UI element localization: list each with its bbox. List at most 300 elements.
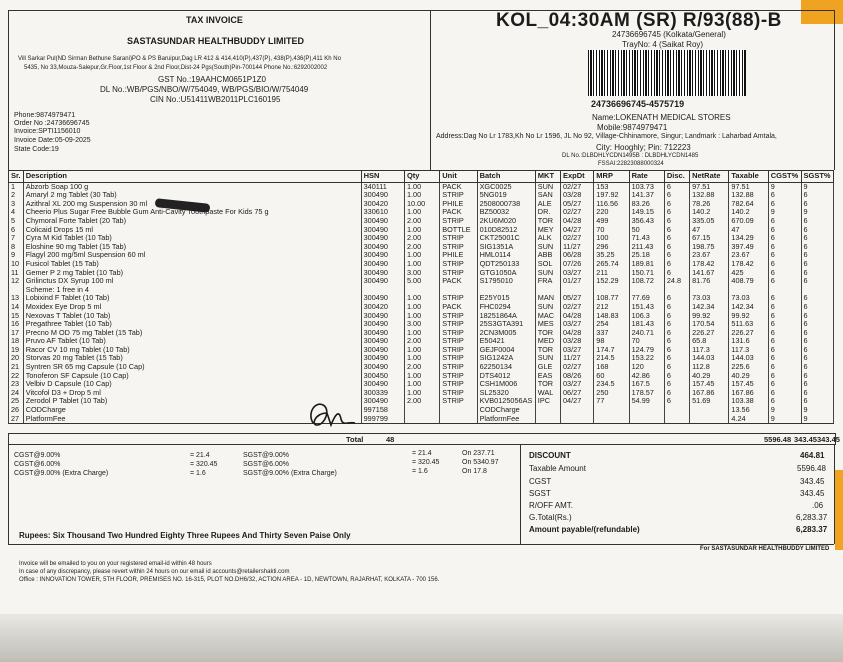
on-6: On 5340.97 (462, 459, 499, 466)
table-cell: 300490 (361, 346, 404, 355)
table-cell: Storvas 20 mg Tablet (15 Tab) (23, 354, 361, 363)
header-divider (430, 10, 431, 170)
table-cell: 6 (664, 182, 689, 191)
table-cell: SIG1242A (477, 354, 535, 363)
table-cell: DR. (535, 208, 560, 217)
table-cell: 21 (9, 363, 24, 372)
table-cell: Flagyl 200 mg/5ml Suspension 60 ml (23, 251, 361, 260)
table-cell: STRIP (440, 260, 477, 269)
table-cell: 1.00 (404, 312, 439, 321)
table-cell: 132.88 (690, 191, 729, 200)
table-cell: 265.74 (594, 260, 629, 269)
col-qty: Qty (404, 171, 439, 183)
table-cell: 6 (801, 372, 833, 381)
table-cell: STRIP (440, 294, 477, 303)
table-cell: Amaryl 2 mg Tablet (30 Tab) (23, 191, 361, 200)
table-cell: STRIP (440, 372, 477, 381)
sgst-extra-value: = 1.6 (412, 468, 428, 475)
table-cell: CKT25001C (477, 234, 535, 243)
table-cell: 73.03 (690, 294, 729, 303)
table-cell: 117.3 (729, 346, 768, 355)
table-cell: 132.88 (729, 191, 768, 200)
cgst-label: CGST (529, 477, 552, 486)
items-body (9, 182, 834, 424)
table-cell: 03/27 (561, 269, 594, 278)
table-cell: 1.00 (404, 260, 439, 269)
table-cell: 112.8 (690, 363, 729, 372)
table-row (9, 415, 834, 424)
col-cgst: CGST% (768, 171, 801, 183)
table-cell: Lobixind F Tablet (10 Tab) (23, 294, 361, 303)
table-cell: 499 (594, 217, 629, 226)
table-cell: 9 (768, 208, 801, 217)
table-cell: 356.43 (629, 217, 664, 226)
table-cell: STRIP (440, 320, 477, 329)
table-cell: 1.00 (404, 182, 439, 191)
table-cell (729, 286, 768, 295)
table-cell: Pregathree Tablet (10 Tab) (23, 320, 361, 329)
table-cell: Cheerio Plus Sugar Free Bubble Gum Anti-Cavity Toothpaste For Kids 75 g (23, 208, 361, 217)
table-cell: 100 (594, 234, 629, 243)
table-cell: 6 (664, 251, 689, 260)
table-cell: 6 (801, 397, 833, 406)
table-cell: 134.29 (729, 234, 768, 243)
table-cell: 211 (594, 269, 629, 278)
table-cell: 97.51 (729, 182, 768, 191)
table-cell: 131.6 (729, 337, 768, 346)
table-cell: PlatformFee (477, 415, 535, 424)
table-cell: 226.27 (729, 329, 768, 338)
table-cell: 181.43 (629, 320, 664, 329)
table-cell: 6 (664, 243, 689, 252)
col-taxable: Taxable (729, 171, 768, 183)
col-rate: Rate (629, 171, 664, 183)
table-cell: 6 (664, 380, 689, 389)
table-row (9, 372, 834, 381)
table-cell: 106.3 (629, 312, 664, 321)
table-row (9, 303, 834, 312)
table-cell: 9 (768, 182, 801, 191)
table-cell: 27 (9, 415, 24, 424)
table-cell: Gemer P 2 mg Tablet (10 Tab) (23, 269, 361, 278)
table-cell: 6 (801, 380, 833, 389)
table-cell: 6 (801, 269, 833, 278)
table-cell: 6 (664, 354, 689, 363)
table-cell: 1.00 (404, 346, 439, 355)
table-cell: 6 (664, 208, 689, 217)
table-cell: CSH1M006 (477, 380, 535, 389)
table-row (9, 191, 834, 200)
table-cell: Grilinctus DX Syrup 100 ml (23, 277, 361, 286)
table-cell: 5 (9, 217, 24, 226)
col-mrp: MRP (594, 171, 629, 183)
table-cell: 6 (801, 312, 833, 321)
table-cell: 6 (768, 191, 801, 200)
table-cell: STRIP (440, 337, 477, 346)
table-cell: 6 (768, 243, 801, 252)
table-row (9, 397, 834, 406)
table-cell: 6 (768, 380, 801, 389)
table-cell: 06/27 (561, 389, 594, 398)
company-name: SASTASUNDAR HEALTHBUDDY LIMITED (127, 36, 304, 46)
barcode-text: 24736696745-4575719 (591, 99, 685, 109)
table-cell: 999799 (361, 415, 404, 424)
table-cell: 6 (768, 397, 801, 406)
table-cell: MAN (535, 294, 560, 303)
table-cell: SUN (535, 182, 560, 191)
col-description: Description (23, 171, 361, 183)
table-cell: 167.86 (690, 389, 729, 398)
table-cell: 300490 (361, 277, 404, 286)
table-cell: 6 (768, 354, 801, 363)
tax-invoice-title: TAX INVOICE (186, 15, 243, 25)
table-cell: 1.00 (404, 389, 439, 398)
table-cell: 6 (768, 217, 801, 226)
table-cell: 6 (801, 226, 833, 235)
table-cell: 1.00 (404, 372, 439, 381)
table-cell: 70 (594, 226, 629, 235)
table-cell (535, 406, 560, 415)
table-cell: 02/27 (561, 363, 594, 372)
company-address-2: 5435, No 33,Mouza-Salepur,Gr.Floor,1st Floor & 2nd Floor,Dist-24 Pgs(South)Pin-700144 Phone No.:6292002002 (24, 65, 328, 71)
table-cell (535, 415, 560, 424)
table-row (9, 363, 834, 372)
table-cell: 300490 (361, 380, 404, 389)
customer-name: Name:LOKENATH MEDICAL STORES (592, 113, 731, 122)
taxable-label: Taxable Amount (529, 464, 586, 473)
table-cell: 6 (768, 294, 801, 303)
gtotal-label: G.Total(Rs.) (529, 513, 572, 522)
table-cell: 103.38 (729, 397, 768, 406)
table-cell: EAS (535, 372, 560, 381)
customer-city: City: Hooghly; Pin: 712223 (596, 143, 691, 152)
col-netrate: NetRate (690, 171, 729, 183)
table-cell: 77 (594, 397, 629, 406)
table-cell: 6 (801, 191, 833, 200)
table-cell: IPC (535, 397, 560, 406)
table-cell: 6 (9, 226, 24, 235)
table-cell: 6 (801, 389, 833, 398)
roff-value: .06 (812, 501, 824, 510)
table-cell: 300339 (361, 389, 404, 398)
table-cell: 142.34 (729, 303, 768, 312)
table-row (9, 337, 834, 346)
table-cell: 97.51 (690, 182, 729, 191)
table-cell (664, 406, 689, 415)
table-cell: 6 (801, 260, 833, 269)
table-cell: 6 (768, 226, 801, 235)
table-cell: 1.00 (404, 226, 439, 235)
table-row (9, 286, 834, 295)
table-cell: 1.00 (404, 251, 439, 260)
signature (305, 395, 365, 435)
table-cell: 157.45 (690, 380, 729, 389)
table-cell: 81.76 (690, 277, 729, 286)
table-cell: ALK (535, 234, 560, 243)
sgst-label: SGST (529, 489, 551, 498)
table-cell: 6 (768, 200, 801, 209)
totals-row (8, 433, 840, 445)
table-row (9, 269, 834, 278)
table-cell: 337 (594, 329, 629, 338)
table-cell (690, 415, 729, 424)
footer-note-3: Office : INNOVATION TOWER, 5TH FLOOR, PREMISES NO. 16-315, PLOT NO.DH6/32, ACTION AREA - 1D, NEWTOWN, RAJARHAT, KOLKATA - 700 156. (19, 577, 440, 583)
table-cell: SUN (535, 303, 560, 312)
table-cell (361, 286, 404, 295)
table-cell: Cyra M Kid Tablet (10 Tab) (23, 234, 361, 243)
table-surface (0, 614, 843, 662)
gst-number: GST No.:19AAHCM0651P1Z0 (158, 75, 266, 84)
table-cell: 149.15 (629, 208, 664, 217)
table-cell (664, 415, 689, 424)
table-cell: STRIP (440, 389, 477, 398)
table-cell: PACK (440, 208, 477, 217)
table-cell (561, 415, 594, 424)
table-cell: STRIP (440, 269, 477, 278)
order-number: Order No :24736696745 (14, 120, 90, 127)
table-cell: STRIP (440, 217, 477, 226)
table-cell: 300490 (361, 251, 404, 260)
table-cell: 11/27 (561, 243, 594, 252)
table-cell: 03/27 (561, 320, 594, 329)
table-cell: 6 (664, 389, 689, 398)
table-cell: BZ50032 (477, 208, 535, 217)
table-cell: 6 (768, 346, 801, 355)
table-cell: SUN (535, 269, 560, 278)
table-row (9, 320, 834, 329)
for-company: For SASTASUNDAR HEALTHBUDDY LIMITED (700, 546, 830, 552)
table-cell: 40.29 (690, 372, 729, 381)
table-cell (535, 286, 560, 295)
table-cell (690, 286, 729, 295)
table-cell: TOR (535, 380, 560, 389)
table-cell: 148.83 (594, 312, 629, 321)
table-cell (561, 286, 594, 295)
table-cell: Zerodol P Tablet (10 Tab) (23, 397, 361, 406)
table-cell: 6 (801, 363, 833, 372)
table-cell: 2.00 (404, 234, 439, 243)
table-cell: 6 (801, 234, 833, 243)
table-cell: 03/28 (561, 191, 594, 200)
table-row (9, 380, 834, 389)
table-cell: 214.5 (594, 354, 629, 363)
table-cell (664, 286, 689, 295)
table-cell: ALE (535, 200, 560, 209)
table-cell: E50421 (477, 337, 535, 346)
table-cell: 425 (729, 269, 768, 278)
table-cell: ABB (535, 251, 560, 260)
table-cell: 13.56 (729, 406, 768, 415)
col-unit: Unit (440, 171, 477, 183)
table-cell: Velbiv D Capsule (10 Cap) (23, 380, 361, 389)
table-cell: Moxidex Eye Drop 5 ml (23, 303, 361, 312)
table-row (9, 346, 834, 355)
table-cell: 117.3 (690, 346, 729, 355)
table-cell: 6 (768, 389, 801, 398)
table-cell: 6 (664, 372, 689, 381)
table-cell: 23.67 (690, 251, 729, 260)
sgst-9-value: = 21.4 (412, 450, 432, 457)
table-cell (440, 406, 477, 415)
col-disc: Disc. (664, 171, 689, 183)
table-cell: 51.69 (690, 397, 729, 406)
table-cell: 167.86 (729, 389, 768, 398)
table-cell: 71.43 (629, 234, 664, 243)
table-cell: 6 (768, 320, 801, 329)
summary-right-border (834, 444, 835, 544)
table-cell: 47 (729, 226, 768, 235)
table-cell: 300420 (361, 200, 404, 209)
table-cell: STRIP (440, 354, 477, 363)
table-cell: 02/27 (561, 303, 594, 312)
table-cell: 04/27 (561, 226, 594, 235)
table-cell: 25 (9, 397, 24, 406)
table-cell: 9 (801, 415, 833, 424)
cgst-extra-value: = 1.6 (190, 470, 206, 477)
table-cell: 17 (9, 329, 24, 338)
table-cell: 6 (664, 397, 689, 406)
table-cell: 124.79 (629, 346, 664, 355)
col-sgst: SGST% (801, 171, 833, 183)
table-cell (594, 415, 629, 424)
table-cell: 296 (594, 243, 629, 252)
table-cell: SUN (535, 354, 560, 363)
table-cell: DTS4012 (477, 372, 535, 381)
table-cell: 78.26 (690, 200, 729, 209)
table-cell: 04/28 (561, 329, 594, 338)
table-cell: 9 (768, 415, 801, 424)
sgst-value: 343.45 (800, 489, 825, 498)
table-cell: 997158 (361, 406, 404, 415)
table-cell: 1.00 (404, 191, 439, 200)
table-cell: 6 (664, 363, 689, 372)
table-cell: 16 (9, 320, 24, 329)
table-cell: 03/27 (561, 380, 594, 389)
table-cell: CODCharge (477, 406, 535, 415)
table-row (9, 234, 834, 243)
table-row (9, 389, 834, 398)
table-cell: 152.29 (594, 277, 629, 286)
table-cell: 300450 (361, 372, 404, 381)
table-cell: 140.2 (729, 208, 768, 217)
table-cell: 15 (9, 312, 24, 321)
table-cell: 67.15 (690, 234, 729, 243)
table-cell: 23 (9, 380, 24, 389)
table-cell (440, 286, 477, 295)
table-cell: 03/27 (561, 346, 594, 355)
table-cell: 120 (629, 363, 664, 372)
table-cell: 83.26 (629, 200, 664, 209)
table-cell: 300490 (361, 260, 404, 269)
discount-value: 464.81 (800, 451, 825, 460)
table-cell (629, 406, 664, 415)
table-cell: GLE (535, 363, 560, 372)
table-cell: 6 (768, 303, 801, 312)
table-row (9, 277, 834, 286)
table-cell: 782.64 (729, 200, 768, 209)
order-reference: 24736696745 (Kolkata/General) (612, 30, 726, 39)
table-cell: 144.03 (729, 354, 768, 363)
table-cell: 60 (594, 372, 629, 381)
table-cell: PHILE (440, 200, 477, 209)
table-cell: 3.00 (404, 320, 439, 329)
table-cell: 9 (801, 208, 833, 217)
table-cell: STRIP (440, 380, 477, 389)
table-cell: SAN (535, 191, 560, 200)
table-cell: STRIP (440, 363, 477, 372)
table-cell: Racor CV 10 mg Tablet (10 Tab) (23, 346, 361, 355)
table-cell: 6 (801, 277, 833, 286)
table-cell: 6 (801, 217, 833, 226)
table-cell: 1 (9, 182, 24, 191)
table-cell: 157.45 (729, 380, 768, 389)
invoice-number: Invoice:SPTI1156010 (14, 128, 81, 135)
table-row (9, 406, 834, 415)
table-cell: 6 (768, 251, 801, 260)
invoice-date: Invoice Date:05-09-2025 (14, 137, 91, 144)
dl-number: DL No.:WB/PGS/NBO/W/754049, WB/PGS/BIO/W/754049 (100, 85, 309, 94)
table-cell: 1.00 (404, 380, 439, 389)
table-cell: 5.00 (404, 277, 439, 286)
table-cell: 2CN3M005 (477, 329, 535, 338)
table-cell (561, 406, 594, 415)
table-cell: TOR (535, 346, 560, 355)
table-cell: 1.00 (404, 294, 439, 303)
table-cell: 6 (768, 372, 801, 381)
table-cell: BOTTLE (440, 226, 477, 235)
table-cell: STRIP (440, 234, 477, 243)
table-row (9, 200, 834, 209)
footer-note-1: Invoice will be emailed to you on your registered email-id within 48 hours (19, 561, 212, 567)
table-cell: 04/28 (561, 312, 594, 321)
col-expdt: ExpDt (561, 171, 594, 183)
table-cell: 153.22 (629, 354, 664, 363)
route-title: KOL_04:30AM (SR) R/93(88)-B (496, 10, 782, 31)
table-cell: 9 (801, 406, 833, 415)
table-cell: 226.27 (690, 329, 729, 338)
table-cell: 6 (801, 337, 833, 346)
table-cell: 54.99 (629, 397, 664, 406)
table-cell: Fusicol Tablet (15 Tab) (23, 260, 361, 269)
payable-value: 6,283.37 (796, 525, 828, 534)
table-row (9, 217, 834, 226)
cgst-6-label: CGST@6.00% (14, 461, 61, 468)
table-cell: Precno M OD 75 mg Tablet (15 Tab) (23, 329, 361, 338)
table-row (9, 294, 834, 303)
table-cell: 24 (9, 389, 24, 398)
tray-number: TrayNo: 4 (Saikat Roy) (622, 40, 704, 49)
table-cell: CODCharge (23, 406, 361, 415)
table-cell: 22 (9, 372, 24, 381)
table-cell: 06/28 (561, 251, 594, 260)
table-cell: 6 (664, 234, 689, 243)
table-cell: 108.77 (594, 294, 629, 303)
table-cell: 174.7 (594, 346, 629, 355)
table-cell: MES (535, 320, 560, 329)
table-cell: 73.03 (729, 294, 768, 303)
table-cell: MAC (535, 312, 560, 321)
table-cell (629, 286, 664, 295)
table-row (9, 354, 834, 363)
table-cell: 2.00 (404, 337, 439, 346)
header-left-border (8, 10, 9, 170)
table-cell: 198.75 (690, 243, 729, 252)
table-cell: 116.56 (594, 200, 629, 209)
table-cell: 168 (594, 363, 629, 372)
table-cell: 18251864A (477, 312, 535, 321)
table-cell: Chymoral Forte Tablet (20 Tab) (23, 217, 361, 226)
table-cell: 6 (801, 303, 833, 312)
